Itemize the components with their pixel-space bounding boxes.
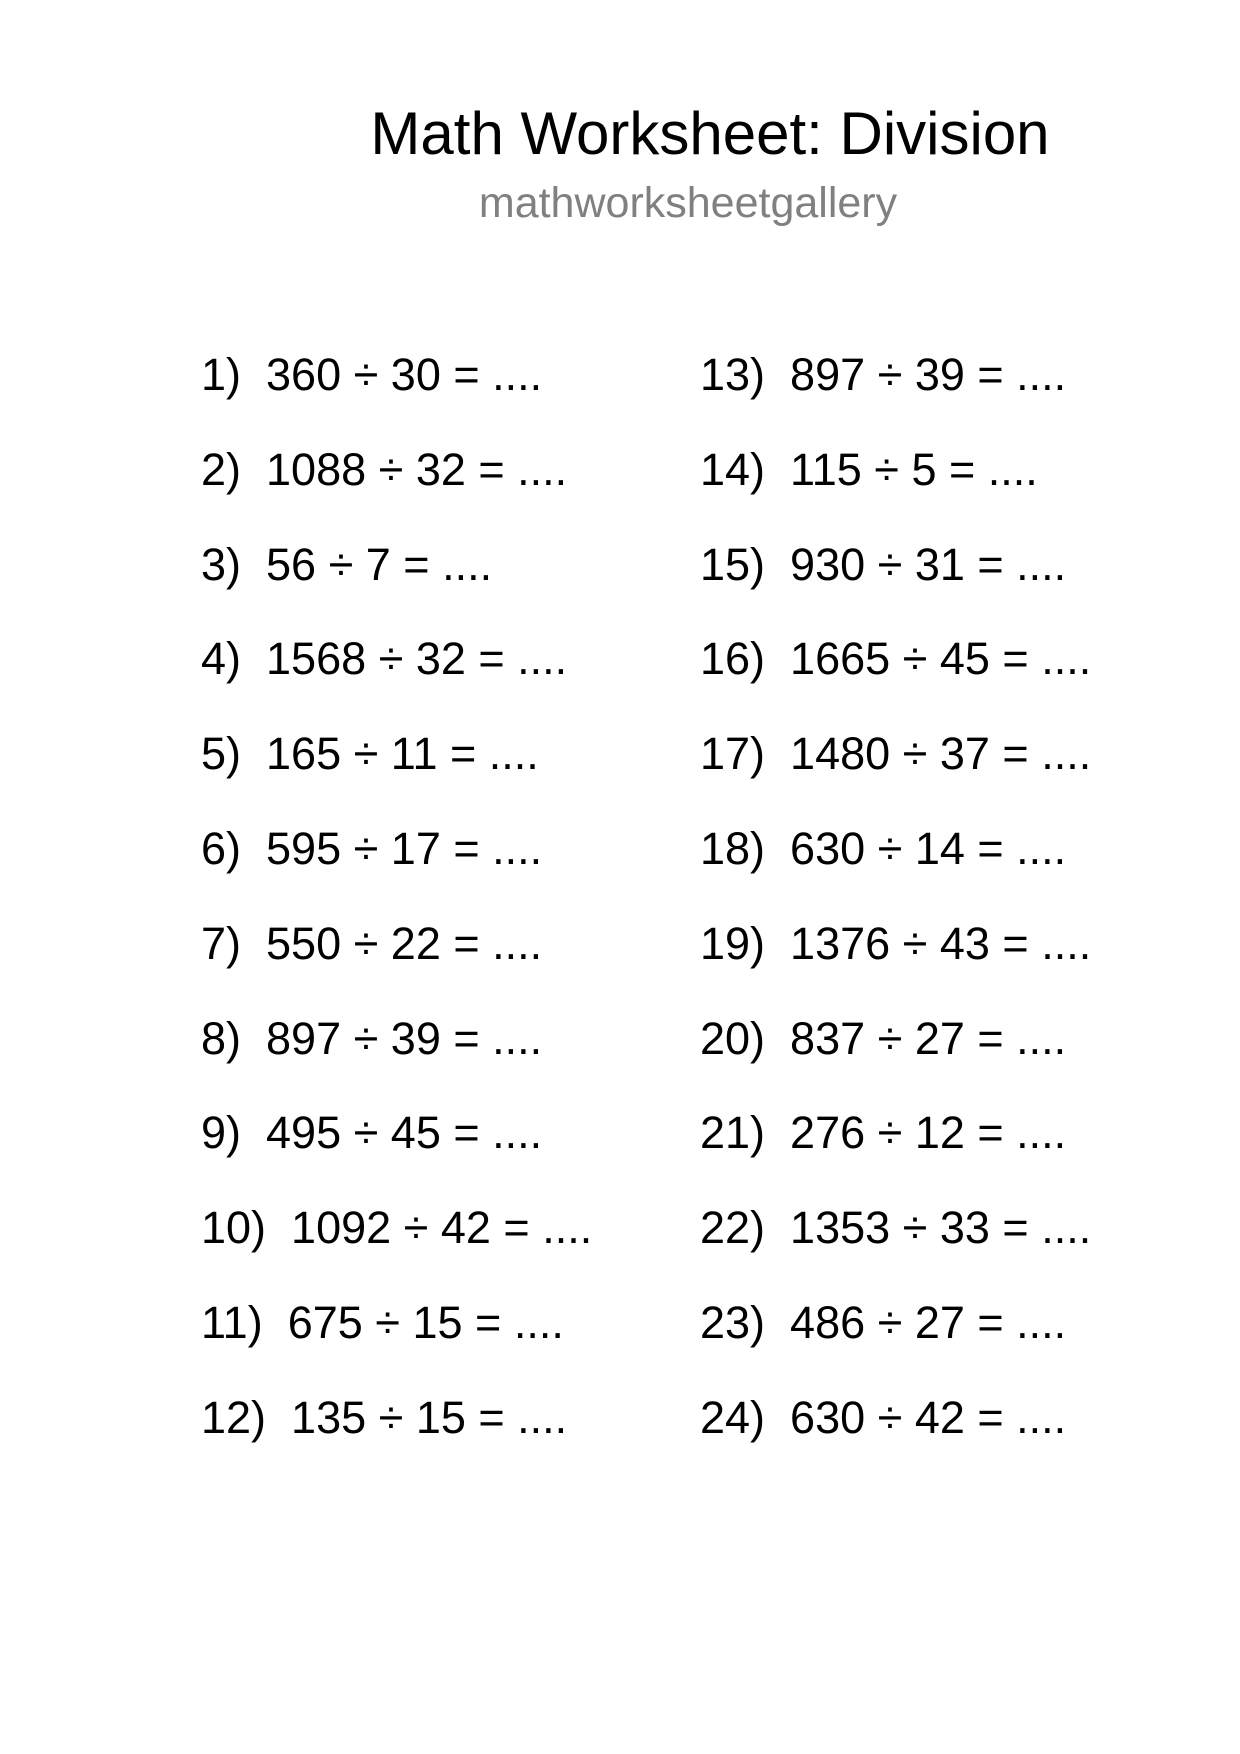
problems-column-right bbox=[700, 349, 1092, 1490]
problem-item: 12) 135 ÷ 15 = .... bbox=[201, 1391, 568, 1443]
problem-item: 10) 1092 ÷ 42 = .... bbox=[201, 1202, 593, 1254]
worksheet-source: mathworksheetgallery bbox=[478, 179, 898, 227]
problem-item: 9) 495 ÷ 45 = .... bbox=[201, 1107, 543, 1159]
problem-item: 19) 1376 ÷ 43 = .... bbox=[700, 917, 1092, 969]
problem-item: 11) 675 ÷ 15 = .... bbox=[201, 1296, 564, 1348]
worksheet-title: Math Worksheet: Division bbox=[370, 100, 1050, 167]
problem-item: 21) 276 ÷ 12 = .... bbox=[700, 1107, 1067, 1159]
problem-item: 1) 360 ÷ 30 = .... bbox=[201, 349, 543, 400]
problem-item: 24) 630 ÷ 42 = .... bbox=[700, 1391, 1067, 1443]
problem-item: 13) 897 ÷ 39 = .... bbox=[700, 349, 1067, 400]
problem-item: 15) 930 ÷ 31 = .... bbox=[700, 538, 1067, 590]
problem-item: 16) 1665 ÷ 45 = .... bbox=[700, 633, 1092, 685]
problem-item: 2) 1088 ÷ 32 = .... bbox=[201, 443, 568, 495]
problem-item: 5) 165 ÷ 11 = .... bbox=[201, 728, 539, 780]
problem-item: 23) 486 ÷ 27 = .... bbox=[700, 1296, 1067, 1348]
problem-item: 4) 1568 ÷ 32 = .... bbox=[201, 633, 568, 685]
problems-column-left bbox=[201, 349, 593, 1490]
problem-item: 8) 897 ÷ 39 = .... bbox=[201, 1012, 543, 1064]
problem-item: 22) 1353 ÷ 33 = .... bbox=[700, 1202, 1092, 1254]
problem-item: 6) 595 ÷ 17 = .... bbox=[201, 822, 543, 874]
problem-item: 3) 56 ÷ 7 = .... bbox=[201, 538, 493, 590]
problem-item: 7) 550 ÷ 22 = .... bbox=[201, 917, 543, 969]
problem-item: 18) 630 ÷ 14 = .... bbox=[700, 822, 1067, 874]
problem-item: 20) 837 ÷ 27 = .... bbox=[700, 1012, 1067, 1064]
problem-item: 17) 1480 ÷ 37 = .... bbox=[700, 728, 1092, 780]
problem-item: 14) 115 ÷ 5 = .... bbox=[700, 443, 1038, 495]
